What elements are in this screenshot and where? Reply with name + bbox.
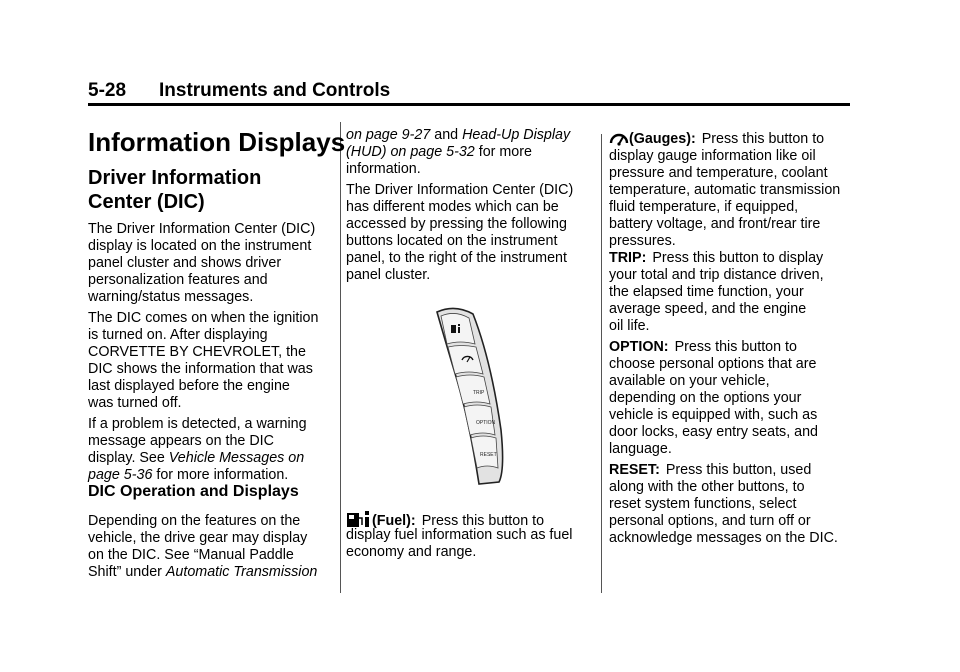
option-button-description: OPTION: Press this button to	[609, 339, 797, 355]
xref-hud-page[interactable]: (HUD) on page 5-32	[346, 144, 475, 160]
xref-automatic-transmission[interactable]: Automatic Transmission	[165, 564, 318, 580]
figure-option-label: OPTION	[476, 420, 496, 426]
page-title: Information Displays	[88, 127, 346, 157]
page-number: 5-28	[88, 80, 127, 101]
section-title: Instruments and Controls	[159, 80, 391, 101]
page-header	[88, 80, 850, 104]
heading-dic-operation: DIC Operation and Displays	[88, 483, 299, 500]
heading-dic-line1: Driver Information	[88, 167, 262, 189]
figure-reset-label: RESET	[480, 452, 497, 458]
fuel-icon	[451, 324, 460, 333]
reset-button-description: RESET: Press this button, used	[609, 462, 812, 478]
fuel-icon	[346, 510, 372, 528]
trip-button-description: TRIP: Press this button to display	[609, 250, 824, 266]
column-divider-right	[601, 134, 602, 593]
dic-buttons-illustration	[415, 300, 515, 490]
xref-vehicle-messages[interactable]: Vehicle Messages on	[168, 450, 305, 466]
gauges-icon	[609, 132, 629, 146]
xref-vehicle-messages-page[interactable]: page 5-36	[88, 467, 153, 483]
xref-head-up-display[interactable]: Head-Up Display	[462, 127, 571, 143]
gauges-button-description: (Gauges): Press this button to	[609, 131, 824, 148]
column-divider-left	[340, 122, 341, 593]
figure-trip-label: TRIP	[473, 390, 485, 396]
xref-transmission-page[interactable]: on page 9-27	[346, 127, 431, 143]
fuel-button-description: (Fuel): Press this button to	[346, 510, 544, 530]
heading-dic-line2: Center (DIC)	[88, 191, 205, 213]
header-rule	[88, 103, 850, 106]
